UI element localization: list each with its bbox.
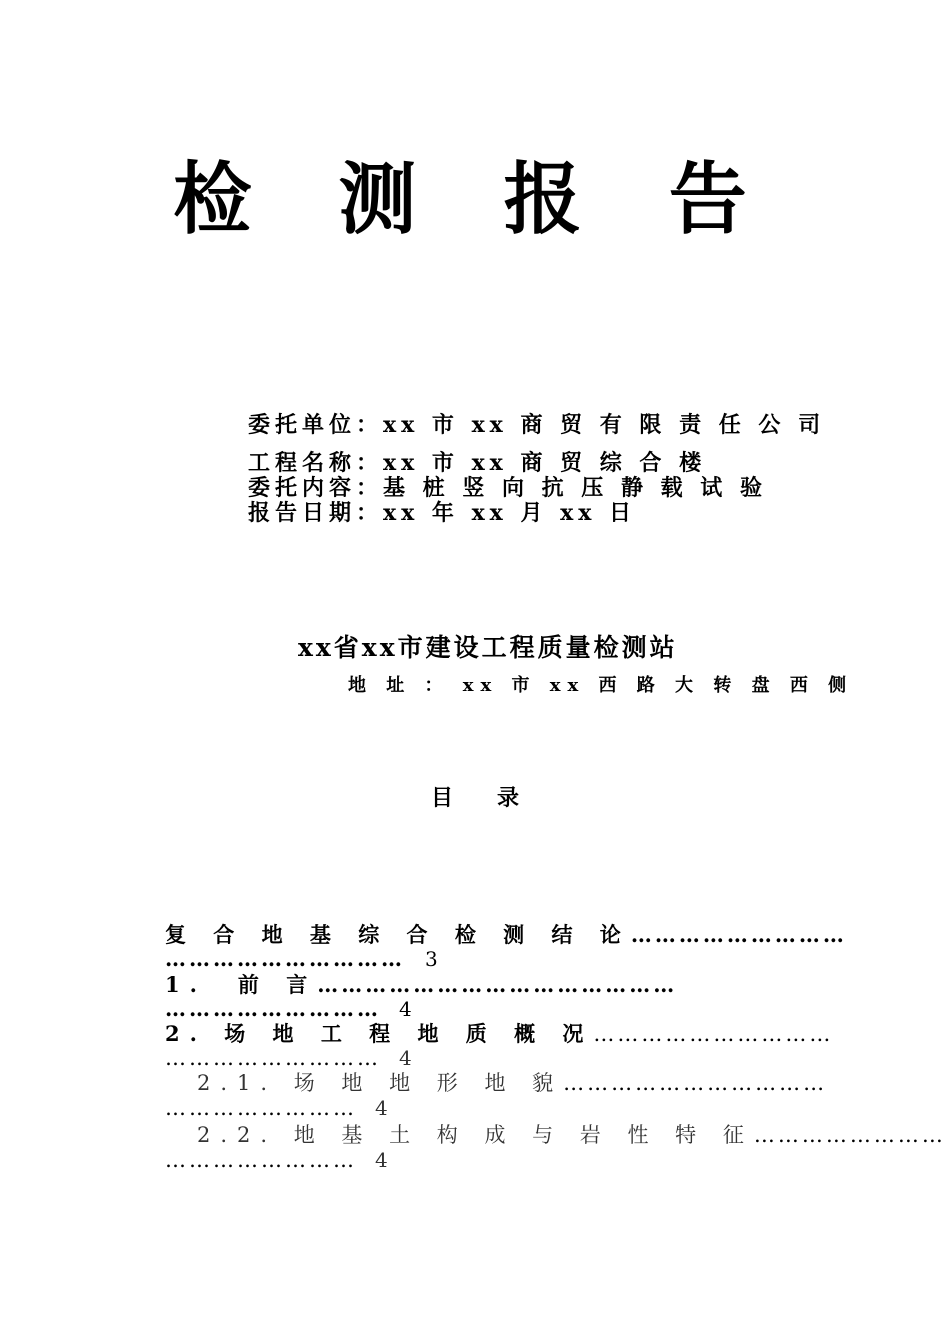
- report-title: 检 测 报 告: [173, 155, 777, 245]
- toc-page: 4: [399, 997, 412, 1021]
- toc-page: 4: [375, 1096, 388, 1120]
- toc-entry-terrain[interactable]: 2.1. 场 地 地 形 地 貌……………………………: [197, 1071, 828, 1095]
- info-project-label: 工程名称：: [248, 450, 384, 476]
- info-client-label: 委托单位：: [248, 412, 384, 438]
- toc-heading-left: 目: [430, 785, 453, 811]
- info-content-label: 委托内容：: [248, 475, 384, 501]
- info-client: [248, 410, 826, 440]
- toc-entry-geology[interactable]: 2. 场 地 工 程 地 质 概 况…………………………: [165, 1021, 834, 1046]
- info-date-label: 报告日期：: [248, 500, 384, 526]
- organization-name: xx省xx市建设工程质量检测站: [298, 633, 678, 662]
- toc-page: 4: [375, 1148, 388, 1172]
- toc-entry-conclusion-cont[interactable]: ………………………… 3: [165, 946, 438, 971]
- info-date: [248, 498, 808, 528]
- toc-entry-terrain-cont[interactable]: …………………… 4: [165, 1096, 388, 1120]
- info-date-value: xx 年 xx 月 xx 日: [383, 500, 637, 526]
- info-content-value: 基 桩 竖 向 抗 压 静 载 试 验: [383, 475, 767, 501]
- toc-entry-soil[interactable]: 2.2. 地 基 土 构 成 与 岩 性 特 征……………………: [197, 1123, 946, 1147]
- toc-entry-preface[interactable]: 1. 前 言………………………………………: [165, 972, 678, 997]
- toc-page: 3: [425, 947, 438, 971]
- info-client-value: xx 市 xx 商 贸 有 限 责 任 公 司: [383, 412, 826, 438]
- info-project-value: xx 市 xx 商 贸 综 合 楼: [383, 450, 707, 476]
- organization-address: 地 址 ： xx 市 xx 西 路 大 转 盘 西 侧: [348, 675, 854, 696]
- toc-entry-geology-cont[interactable]: ……………………… 4: [165, 1046, 412, 1070]
- toc-heading: [0, 782, 950, 814]
- toc-entry-soil-cont[interactable]: …………………… 4: [165, 1148, 388, 1172]
- toc-entry-preface-cont[interactable]: ……………………… 4: [165, 996, 412, 1021]
- toc-heading-right: 录: [497, 785, 520, 811]
- toc-page: 4: [399, 1046, 412, 1070]
- toc-entry-conclusion[interactable]: 复 合 地 基 综 合 检 测 结 论………………………: [165, 922, 847, 947]
